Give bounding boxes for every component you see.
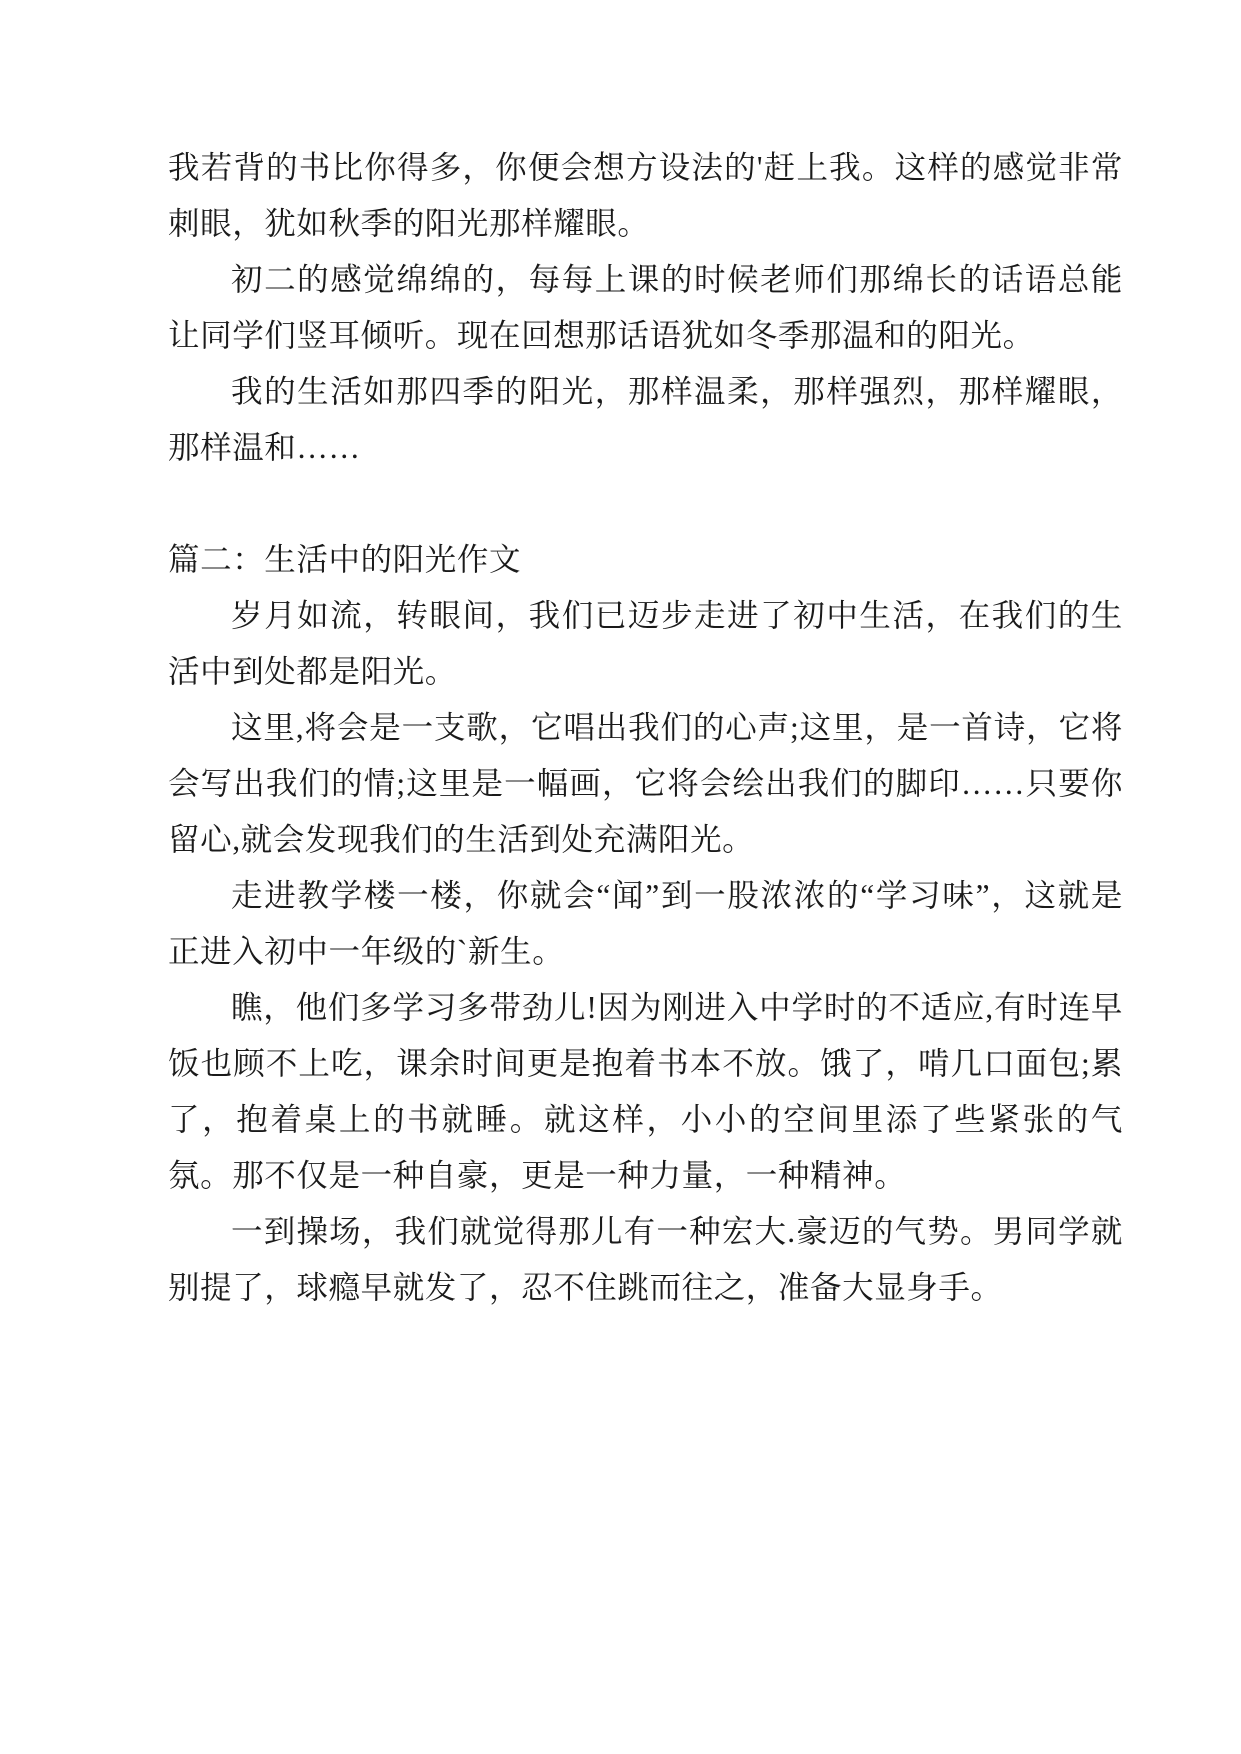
paragraph: 瞧，他们多学习多带劲儿!因为刚进入中学时的不适应,有时连早饭也顾不上吃，课余时间更是抱着书本不放。饿了，啃几口面包;累了，抱着桌上的书就睡。就这样，小小的空间里添了些紧张的气氛。那不仅是一种自豪，更是一种力量，一种精神。 xyxy=(168,990,1123,1193)
paragraph: 这里,将会是一支歌，它唱出我们的心声;这里，是一首诗，它将会写出我们的情;这里是一幅画，它将会绘出我们的脚印……只要你留心,就会发现我们的生活到处充满阳光。 xyxy=(168,710,1123,857)
paragraph: 岁月如流，转眼间，我们已迈步走进了初中生活，在我们的生活中到处都是阳光。 xyxy=(168,598,1123,689)
paragraph-spacer xyxy=(168,476,1123,532)
paragraph: 我若背的书比你得多，你便会想方设法的'赶上我。这样的感觉非常刺眼，犹如秋季的阳光那样耀眼。 xyxy=(168,150,1123,241)
paragraph: 初二的感觉绵绵的，每每上课的时候老师们那绵长的话语总能让同学们竖耳倾听。现在回想那话语犹如冬季那温和的阳光。 xyxy=(168,262,1123,353)
paragraph: 我的生活如那四季的阳光，那样温柔，那样强烈，那样耀眼，那样温和…… xyxy=(168,374,1123,465)
paragraph: 一到操场，我们就觉得那儿有一种宏大.豪迈的气势。男同学就别提了，球瘾早就发了，忍不住跳而往之，准备大显身手。 xyxy=(168,1214,1123,1305)
document-body xyxy=(168,140,1123,1316)
section-heading: 篇二：生活中的阳光作文 xyxy=(168,542,522,577)
paragraph: 走进教学楼一楼，你就会“闻”到一股浓浓的“学习味”，这就是正进入初中一年级的`新生。 xyxy=(168,878,1123,969)
